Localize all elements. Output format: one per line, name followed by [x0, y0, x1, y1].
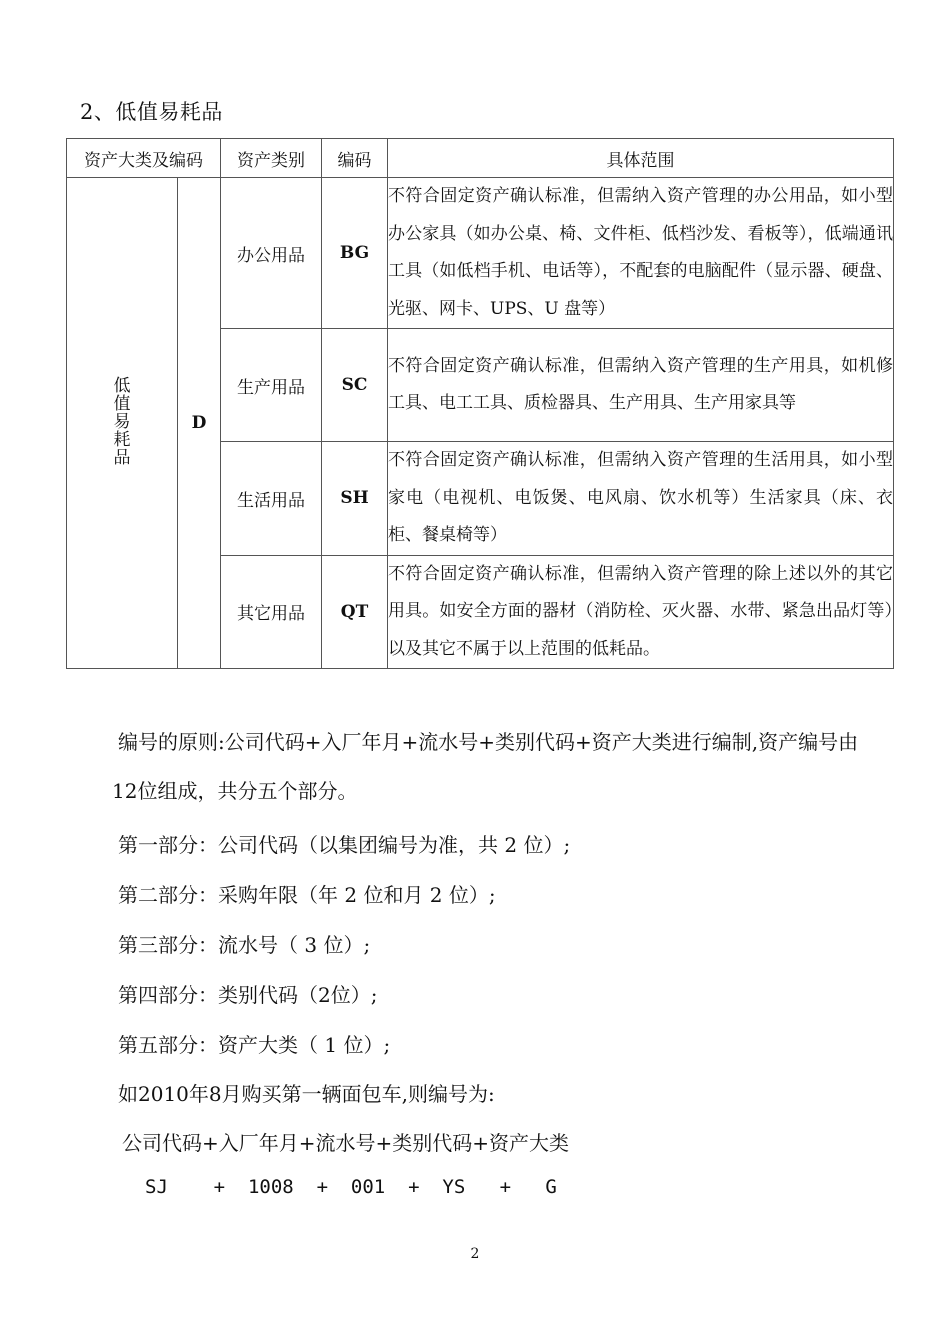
part-3: 第三部分：流水号（ 3 位）;: [118, 933, 371, 957]
scope-cell: 不符合固定资产确认标准，但需纳入资产管理的生产用具，如机修工具、电工工具、质检器具、生产用具、生产用家具等: [388, 329, 894, 442]
header-code: 编码: [322, 139, 388, 178]
category-cell: 生活用品: [221, 442, 322, 556]
header-scope: 具体范围: [388, 139, 894, 178]
part-5: 第五部分：资产大类（ 1 位）;: [118, 1033, 391, 1057]
code-cell: SC: [322, 329, 388, 442]
big-code-cell: D: [178, 178, 221, 669]
example-formula: 公司代码+入厂年月+流水号+类别代码+资产大类: [122, 1131, 570, 1155]
code-cell: SH: [322, 442, 388, 556]
header-major-category: 资产大类及编码: [67, 139, 221, 178]
big-category-label: 低值易耗品: [113, 376, 131, 468]
category-cell: 办公用品: [221, 178, 322, 329]
scope-cell: 不符合固定资产确认标准，但需纳入资产管理的生活用具，如小型家电（电视机、电饭煲、电风扇、饮水机等）生活家具（床、衣柜、餐桌椅等）: [388, 442, 894, 556]
category-cell: 生产用品: [221, 329, 322, 442]
scope-cell: 不符合固定资产确认标准，但需纳入资产管理的除上述以外的其它用具。如安全方面的器材（消防栓、灭火器、水带、紧急出品灯等）以及其它不属于以上范围的低耗品。: [388, 555, 894, 669]
part-2: 第二部分：采购年限（年 2 位和月 2 位）;: [118, 883, 496, 907]
code-cell: BG: [322, 178, 388, 329]
header-category: 资产类别: [221, 139, 322, 178]
table-row: [67, 178, 894, 329]
example-code: SJ + 1008 + 001 + YS + G: [145, 1176, 557, 1198]
category-cell: 其它用品: [221, 555, 322, 669]
table-header-row: [67, 139, 894, 178]
big-category-cell: [67, 178, 178, 669]
scope-cell: 不符合固定资产确认标准，但需纳入资产管理的办公用品，如小型办公家具（如办公桌、椅、文件柜、低档沙发、看板等），低端通讯工具（如低档手机、电话等），不配套的电脑配件（显示器、硬盘、光驱、网卡、UPS、U 盘等）: [388, 178, 894, 329]
numbering-principle: 编号的原则:公司代码+入厂年月+流水号+类别代码+资产大类进行编制,资产编号由12位组成，共分五个部分。: [112, 730, 859, 803]
part-4: 第四部分：类别代码（2位）;: [118, 983, 378, 1007]
code-cell: QT: [322, 555, 388, 669]
part-1: 第一部分：公司代码（以集团编号为准，共 2 位）;: [118, 833, 571, 857]
asset-table: [66, 138, 894, 669]
page-number: 2: [470, 1246, 480, 1262]
example-intro: 如2010年8月购买第一辆面包车,则编号为:: [118, 1082, 495, 1106]
section-title: 2、低值易耗品: [80, 100, 223, 124]
